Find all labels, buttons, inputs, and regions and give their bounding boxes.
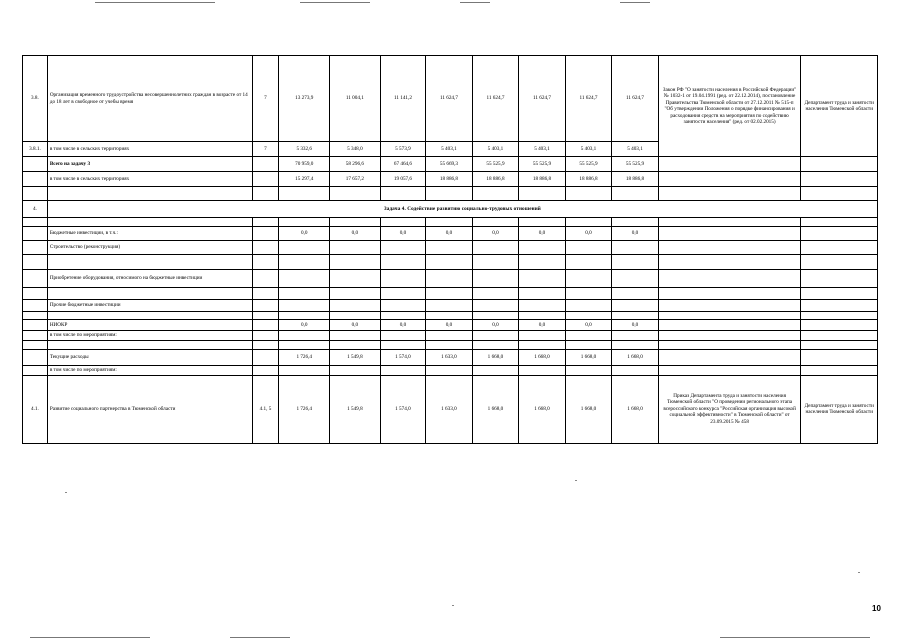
table-row xyxy=(23,350,878,366)
legal-basis: Приказ Департамента труда и занятости населения Тюменской области "О проведении регионального этапа всероссийского конкурса "Российская организация высокой социальной эффективности" в Тюменской области" от 23.09.2015 № 458 xyxy=(658,375,801,443)
row-number: 4.1. xyxy=(23,375,48,443)
event-name: Развитие социального партнерства в Тюменской области xyxy=(47,375,252,443)
value-cell: 18 886,8 xyxy=(472,172,519,187)
table-row xyxy=(23,241,878,255)
table-row xyxy=(23,312,878,320)
scan-speck xyxy=(65,492,67,493)
event-name: Приобретение оборудования, относимого на бюджетные инвестиции xyxy=(47,270,252,288)
program-table xyxy=(22,55,878,444)
event-name: Бюджетные инвестиции, в т.ч.: xyxy=(47,227,252,241)
table-row xyxy=(23,187,878,201)
value-cell: 17 657,2 xyxy=(330,172,381,187)
value-cell: 1 633,0 xyxy=(426,375,473,443)
event-name: в том числе в сельских территориях xyxy=(47,172,252,187)
task-heading: Задача 4. Содействие развитию социально-трудовых отношений xyxy=(47,201,877,218)
table-row xyxy=(23,288,878,300)
executor: Департамент труда и занятости населения Тюменской области xyxy=(801,56,878,157)
value-cell: 1 633,0 xyxy=(426,350,473,366)
scan-artifact-line xyxy=(230,637,290,638)
value-cell: 18 886,8 xyxy=(565,172,612,187)
value-cell: 11 004,1 xyxy=(330,56,381,142)
scan-artifact-line xyxy=(720,637,870,638)
value-cell: 1 668,0 xyxy=(519,375,566,443)
page-number: 10 xyxy=(872,604,881,613)
value-cell: 0,0 xyxy=(279,227,330,241)
value-cell: 1 549,8 xyxy=(330,350,381,366)
table-row xyxy=(23,341,878,350)
value-cell: 5 332,6 xyxy=(279,142,330,157)
value-cell: 0,0 xyxy=(279,320,330,331)
value-cell: 1 574,0 xyxy=(380,350,425,366)
value-cell: 13 273,9 xyxy=(279,56,330,142)
value-cell: 58 296,6 xyxy=(330,157,381,172)
value-cell: 11 624,7 xyxy=(426,56,473,142)
row-number: 3.8.1. xyxy=(23,142,48,157)
value-cell: 11 141,2 xyxy=(380,56,425,142)
scan-speck xyxy=(858,572,860,573)
value-cell: 55 669,3 xyxy=(426,157,473,172)
value-cell: 1 726,4 xyxy=(279,350,330,366)
value-cell: 19 057,6 xyxy=(380,172,425,187)
value-cell: 0,0 xyxy=(380,227,425,241)
table-row xyxy=(23,201,878,218)
table-row xyxy=(23,56,878,142)
value-cell: 0,0 xyxy=(519,227,566,241)
event-name: в том числе по мероприятиям: xyxy=(47,366,252,376)
table-row xyxy=(23,270,878,288)
event-name: Строительство (реконструкция) xyxy=(47,241,252,255)
value-cell: 55 525,9 xyxy=(519,157,566,172)
value-cell: 1 668,0 xyxy=(472,350,519,366)
scan-artifact-line xyxy=(460,2,490,3)
table-row xyxy=(23,300,878,312)
value-cell: 1 549,8 xyxy=(330,375,381,443)
scan-speck xyxy=(452,605,454,606)
event-name: Организация временного трудоустройства несовершеннолетних граждан в возрасте от 14 до 18 лет в свободное от учебы время xyxy=(47,56,252,142)
value-cell: 67 464,6 xyxy=(380,157,425,172)
executor: Департамент труда и занятости населения Тюменской области xyxy=(801,375,878,443)
value-cell: 0,0 xyxy=(426,320,473,331)
table-row xyxy=(23,366,878,376)
indicator-code: 4.1, 5 xyxy=(252,375,279,443)
value-cell: 0,0 xyxy=(519,320,566,331)
table-row xyxy=(23,375,878,443)
value-cell: 0,0 xyxy=(472,227,519,241)
value-cell: 1 668,0 xyxy=(519,350,566,366)
event-name: Текущие расходы xyxy=(47,350,252,366)
scan-artifact-line xyxy=(300,2,370,3)
scan-speck xyxy=(575,480,577,481)
value-cell: 1 668,0 xyxy=(612,375,659,443)
value-cell: 1 668,0 xyxy=(565,350,612,366)
event-name: НИОКР xyxy=(47,320,252,331)
value-cell: 55 525,9 xyxy=(612,157,659,172)
value-cell: 5 403,1 xyxy=(426,142,473,157)
value-cell: 5 403,1 xyxy=(565,142,612,157)
value-cell: 11 624,7 xyxy=(565,56,612,142)
event-name: Прочие бюджетные инвестиции xyxy=(47,300,252,312)
table-row xyxy=(23,172,878,187)
table-row xyxy=(23,227,878,241)
value-cell: 11 624,7 xyxy=(519,56,566,142)
table-row xyxy=(23,218,878,227)
scan-artifact-line xyxy=(620,2,650,3)
value-cell: 5 403,1 xyxy=(472,142,519,157)
value-cell: 1 574,0 xyxy=(380,375,425,443)
value-cell: 0,0 xyxy=(612,227,659,241)
value-cell: 55 525,9 xyxy=(565,157,612,172)
value-cell: 1 668,0 xyxy=(472,375,519,443)
total-label: Всего на задачу 3 xyxy=(47,157,252,172)
value-cell: 11 624,7 xyxy=(472,56,519,142)
value-cell: 0,0 xyxy=(565,320,612,331)
value-cell: 5 573,9 xyxy=(380,142,425,157)
table-row xyxy=(23,157,878,172)
value-cell: 0,0 xyxy=(612,320,659,331)
value-cell: 11 624,7 xyxy=(612,56,659,142)
indicator-code: 7 xyxy=(252,142,279,157)
value-cell: 0,0 xyxy=(330,227,381,241)
value-cell: 0,0 xyxy=(380,320,425,331)
scan-artifact-line xyxy=(95,2,215,3)
value-cell: 18 886,8 xyxy=(426,172,473,187)
value-cell: 1 668,0 xyxy=(565,375,612,443)
row-number: 4. xyxy=(23,201,48,218)
value-cell: 0,0 xyxy=(472,320,519,331)
value-cell: 5 403,1 xyxy=(519,142,566,157)
value-cell: 0,0 xyxy=(426,227,473,241)
value-cell: 15 297,4 xyxy=(279,172,330,187)
table-row xyxy=(23,320,878,331)
value-cell: 5 403,1 xyxy=(612,142,659,157)
legal-basis: Закон РФ "О занятости населения в Российской Федерации" № 1032-1 от 19.04.1991 (ред. от 22.12.2014), постановление Правительства Тюменской области от 27.12.2011 № 515-п "Об утверждении Положения о порядке финансирования и расходования средств на мероприятия по содействию занятости населения" (ред. от 02.02.2015) xyxy=(658,56,801,157)
indicator-code: 7 xyxy=(252,56,279,142)
event-name: в том числе по мероприятиям: xyxy=(47,331,252,341)
value-cell: 1 726,4 xyxy=(279,375,330,443)
value-cell: 0,0 xyxy=(330,320,381,331)
value-cell: 1 668,0 xyxy=(612,350,659,366)
value-cell: 18 886,8 xyxy=(519,172,566,187)
scan-artifact-line xyxy=(30,637,150,638)
value-cell: 70 959,0 xyxy=(279,157,330,172)
value-cell: 0,0 xyxy=(565,227,612,241)
event-name: в том числе в сельских территориях xyxy=(47,142,252,157)
value-cell: 18 886,8 xyxy=(612,172,659,187)
row-number: 3.8. xyxy=(23,56,48,142)
value-cell: 55 525,9 xyxy=(472,157,519,172)
value-cell: 5 348,0 xyxy=(330,142,381,157)
table-row xyxy=(23,331,878,341)
table-row xyxy=(23,255,878,270)
